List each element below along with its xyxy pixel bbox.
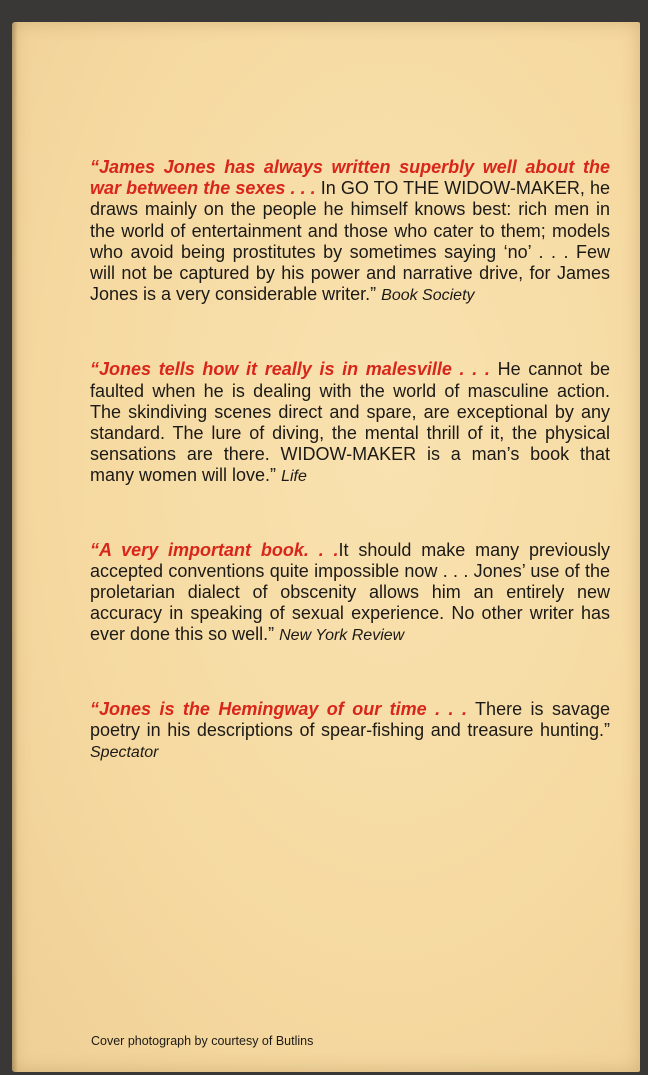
review-source: Life bbox=[281, 468, 307, 486]
spine-shadow bbox=[12, 22, 18, 1072]
review-source: New York Review bbox=[279, 627, 405, 645]
review-lead: “Jones tells how it really is in malesville . . . bbox=[90, 359, 490, 380]
review-lead: “James Jones has always written superbly well about the war between the sexes . . . bbox=[90, 157, 610, 199]
review-lead: “Jones is the Hemingway of our time . . . bbox=[90, 698, 467, 719]
review-source: Book Society bbox=[381, 287, 475, 305]
review-life bbox=[90, 359, 610, 487]
review-body: In GO TO THE WIDOW-MAKER, he draws mainly on the people he himself knows best: rich men in the world of entertainment and those who cater to them; models who avoid being prostitutes by sometimes saying ‘no’ . . . Few will not be captured by his power and narrative drive, for James Jones is a very considerable writer.” bbox=[90, 178, 610, 305]
photo-credit: Cover photograph by courtesy of Butlins bbox=[91, 1034, 314, 1048]
review-new-york-review bbox=[90, 540, 610, 647]
review-book-society bbox=[90, 157, 610, 306]
review-spectator bbox=[90, 699, 610, 764]
review-lead: “A very important book. . . bbox=[90, 539, 339, 560]
review-body: There is savage poetry in his descriptions of spear-fishing and treasure hunting.” bbox=[90, 698, 610, 740]
review-quotes bbox=[90, 157, 610, 763]
review-source: Spectator bbox=[90, 744, 159, 762]
book-back-cover bbox=[12, 22, 640, 1072]
review-body: He cannot be faulted when he is dealing with the world of masculine action. The skindiving scenes direct and spare, are exceptional by any standard. The lure of diving, the mental thrill of it, the physical sensations are there. WIDOW-MAKER is a man’s book that many women will love.” bbox=[90, 359, 611, 486]
review-body: It should make many previously accepted conventions quite impossible now . . . Jones’ use of the proletarian dialect of obscenity allows him an entirely new accuracy in speaking of sexual experience. No other writer has ever done this so well.” bbox=[90, 539, 610, 645]
